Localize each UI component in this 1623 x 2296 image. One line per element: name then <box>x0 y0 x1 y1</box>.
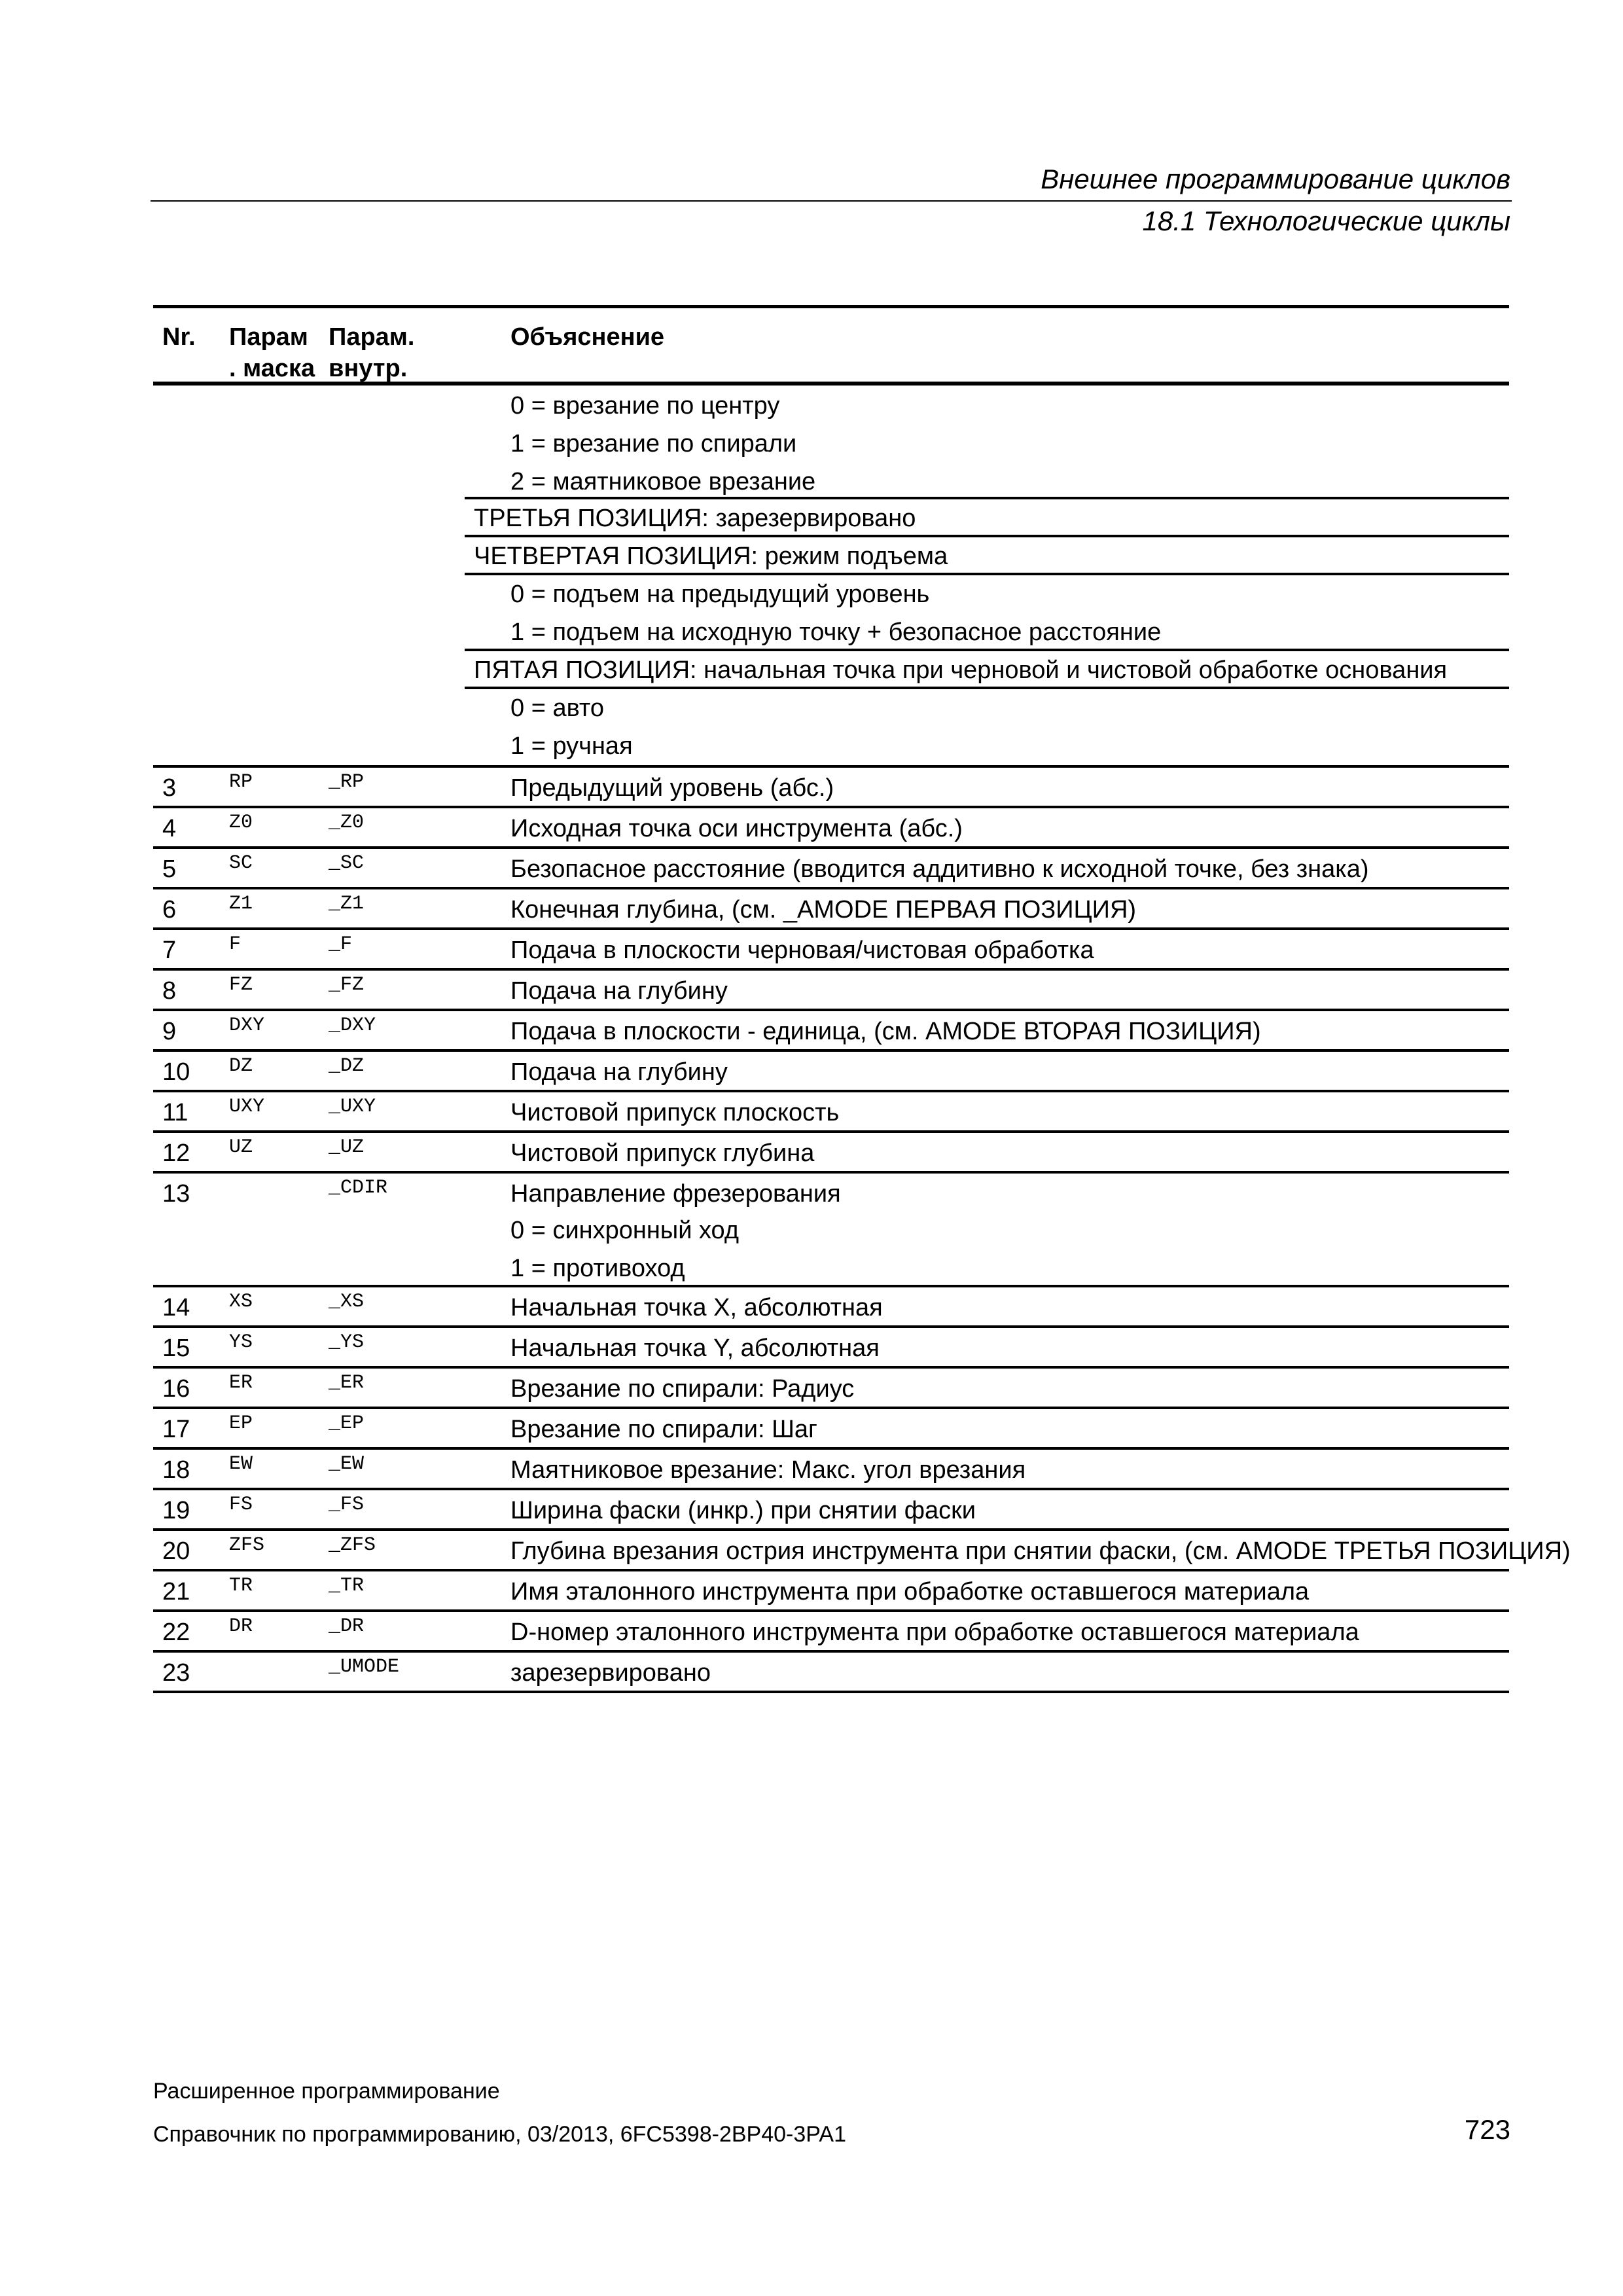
col-header-internal-line2: внутр. <box>329 355 408 382</box>
param-description: Чистовой припуск плоскость <box>510 1099 840 1126</box>
param-description: Врезание по спирали: Шаг <box>510 1416 817 1443</box>
footer-manual-ref: Справочник по программированию, 03/2013, 6FC5398-2BP40-3PA1 <box>153 2122 846 2147</box>
param-description: Подача на глубину <box>510 1058 728 1086</box>
table-row <box>153 1653 1509 1693</box>
param-internal: _ER <box>329 1372 365 1394</box>
table-row <box>153 1052 1509 1092</box>
param-description: Врезание по спирали: Радиус <box>510 1375 855 1403</box>
option-line: 1 = врезание по спирали <box>510 430 797 457</box>
param-number: 17 <box>162 1416 190 1443</box>
param-mask: XS <box>229 1291 253 1313</box>
option-line: 0 = синхронный ход <box>510 1217 740 1244</box>
table-row <box>153 1287 1509 1328</box>
position-5-options <box>153 689 1509 768</box>
position-4-label: ЧЕТВЕРТАЯ ПОЗИЦИЯ: режим подъема <box>474 543 948 570</box>
table-row <box>153 1531 1571 1571</box>
param-number: 14 <box>162 1294 190 1321</box>
param-description: Глубина врезания острия инструмента при снятии фаски, (см. AMODE ТРЕТЬЯ ПОЗИЦИЯ) <box>510 1537 1571 1565</box>
col-header-internal-line1: Парам. <box>329 323 415 351</box>
param-description: Безопасное расстояние (вводится аддитивно к исходной точке, без знака) <box>510 855 1369 883</box>
param-mask: SC <box>229 852 253 874</box>
param-number: 4 <box>162 815 177 842</box>
param-description: Чистовой припуск глубина <box>510 1139 815 1167</box>
param-mask: ZFS <box>229 1534 265 1556</box>
param-internal: _RP <box>329 771 365 793</box>
param-number: 13 <box>162 1180 190 1208</box>
header-chapter-title: Внешнее программирование циклов <box>1041 164 1510 194</box>
position-3-row <box>153 499 1509 537</box>
param-number: 10 <box>162 1058 190 1086</box>
param-mask: ER <box>229 1372 253 1394</box>
option-line: 1 = подъем на исходную точку + безопасное расстояние <box>510 619 1162 646</box>
param-internal: _DXY <box>329 1014 376 1037</box>
param-number: 20 <box>162 1537 190 1565</box>
param-number: 9 <box>162 1018 177 1045</box>
param-number: 11 <box>162 1099 188 1126</box>
position-3-label: ТРЕТЬЯ ПОЗИЦИЯ: зарезервировано <box>474 505 916 532</box>
col-header-explanation: Объяснение <box>510 323 665 351</box>
footer-manual-title: Расширенное программирование <box>153 2079 500 2104</box>
table-row <box>153 889 1509 930</box>
param-number: 22 <box>162 1619 190 1646</box>
col-header-mask <box>229 321 315 384</box>
table-row <box>153 808 1509 849</box>
col-header-mask-line2: . маска <box>229 355 315 382</box>
param-number: 6 <box>162 896 177 924</box>
param-number: 5 <box>162 855 177 883</box>
param-internal: _YS <box>329 1331 365 1354</box>
continuation-block-1 <box>153 386 1509 499</box>
table-row <box>153 849 1509 889</box>
param-description: Конечная глубина, (см. _AMODE ПЕРВАЯ ПОЗИЦИЯ) <box>510 896 1137 924</box>
option-line: 0 = врезание по центру <box>510 392 780 420</box>
param-mask: DXY <box>229 1014 265 1037</box>
param-internal: _Z1 <box>329 893 365 915</box>
table-row <box>153 1133 1509 1174</box>
option-line: 2 = маятниковое врезание <box>510 468 816 495</box>
position-4-options <box>153 575 1509 651</box>
param-number: 7 <box>162 937 177 964</box>
col-header-internal <box>329 321 414 384</box>
param-mask: F <box>229 933 241 956</box>
param-internal: _EP <box>329 1412 365 1435</box>
param-number: 15 <box>162 1335 190 1362</box>
option-line: 0 = авто <box>510 694 605 722</box>
table-row <box>153 1490 1509 1531</box>
param-mask: FZ <box>229 974 253 996</box>
col-header-nr: Nr. <box>162 323 196 351</box>
param-description: D-номер эталонного инструмента при обработке оставшегося материала <box>510 1619 1359 1646</box>
param-internal: _SC <box>329 852 365 874</box>
table-row <box>153 1174 1509 1287</box>
param-mask: UXY <box>229 1096 265 1118</box>
param-mask: Z1 <box>229 893 253 915</box>
table-body <box>153 768 1571 1693</box>
param-mask: Z0 <box>229 812 253 834</box>
position-5-row <box>153 651 1509 689</box>
param-internal: _FS <box>329 1494 365 1516</box>
param-number: 19 <box>162 1497 190 1524</box>
param-mask: EW <box>229 1453 253 1475</box>
table-row <box>153 1409 1509 1450</box>
param-mask: DZ <box>229 1055 253 1077</box>
table-row <box>153 1571 1509 1612</box>
parameter-table <box>153 305 1571 1693</box>
col-header-mask-line1: Парам <box>229 323 308 351</box>
param-mask: DR <box>229 1615 253 1638</box>
table-row <box>153 930 1509 971</box>
param-description: Подача в плоскости черновая/чистовая обработка <box>510 937 1094 964</box>
option-line: 0 = подъем на предыдущий уровень <box>510 581 930 608</box>
table-row <box>153 1011 1509 1052</box>
header-section-title: 18.1 Технологические циклы <box>1142 206 1510 236</box>
param-mask: RP <box>229 771 253 793</box>
param-description: Начальная точка X, абсолютная <box>510 1294 883 1321</box>
param-number: 12 <box>162 1139 190 1167</box>
param-internal: _F <box>329 933 353 956</box>
param-internal: _DZ <box>329 1055 365 1077</box>
param-description: Маятниковое врезание: Макс. угол врезания <box>510 1456 1026 1484</box>
param-internal: _ZFS <box>329 1534 376 1556</box>
param-number: 18 <box>162 1456 190 1484</box>
param-description: зарезервировано <box>510 1659 711 1687</box>
option-line: 1 = противоход <box>510 1255 685 1282</box>
page-number: 723 <box>1464 2114 1510 2145</box>
param-number: 8 <box>162 977 177 1005</box>
table-row <box>153 1450 1509 1490</box>
param-mask: UZ <box>229 1136 253 1158</box>
param-internal: _XS <box>329 1291 365 1313</box>
param-description: Имя эталонного инструмента при обработке оставшегося материала <box>510 1578 1310 1605</box>
table-row <box>153 1092 1509 1133</box>
param-internal: _DR <box>329 1615 365 1638</box>
param-number: 16 <box>162 1375 190 1403</box>
param-description: Ширина фаски (инкр.) при снятии фаски <box>510 1497 976 1524</box>
param-description: Подача в плоскости - единица, (см. AMODE ВТОРАЯ ПОЗИЦИЯ) <box>510 1018 1261 1045</box>
param-description: Подача на глубину <box>510 977 728 1005</box>
param-internal: _EW <box>329 1453 365 1475</box>
param-mask: TR <box>229 1575 253 1597</box>
param-description: Начальная точка Y, абсолютная <box>510 1335 880 1362</box>
param-internal: _UMODE <box>329 1656 400 1678</box>
param-internal: _UZ <box>329 1136 365 1158</box>
param-number: 23 <box>162 1659 190 1687</box>
option-line: 1 = ручная <box>510 732 633 760</box>
position-5-label: ПЯТАЯ ПОЗИЦИЯ: начальная точка при черновой и чистовой обработке основания <box>474 656 1448 684</box>
table-header <box>153 308 1509 386</box>
param-mask: EP <box>229 1412 253 1435</box>
param-description: Исходная точка оси инструмента (абс.) <box>510 815 963 842</box>
param-description: Направление фрезерования <box>510 1180 841 1208</box>
position-4-row <box>153 537 1509 575</box>
param-number: 21 <box>162 1578 190 1605</box>
table-row <box>153 1369 1509 1409</box>
table-row <box>153 1612 1509 1653</box>
param-internal: _TR <box>329 1575 365 1597</box>
table-row <box>153 1328 1509 1369</box>
param-number: 3 <box>162 774 177 802</box>
param-internal: _Z0 <box>329 812 365 834</box>
param-description: Предыдущий уровень (абс.) <box>510 774 834 802</box>
param-internal: _CDIR <box>329 1177 388 1199</box>
table-row <box>153 971 1509 1011</box>
param-internal: _FZ <box>329 974 365 996</box>
param-internal: _UXY <box>329 1096 376 1118</box>
param-mask: YS <box>229 1331 253 1354</box>
table-row <box>153 768 1509 808</box>
header-divider <box>151 200 1512 202</box>
param-mask: FS <box>229 1494 253 1516</box>
